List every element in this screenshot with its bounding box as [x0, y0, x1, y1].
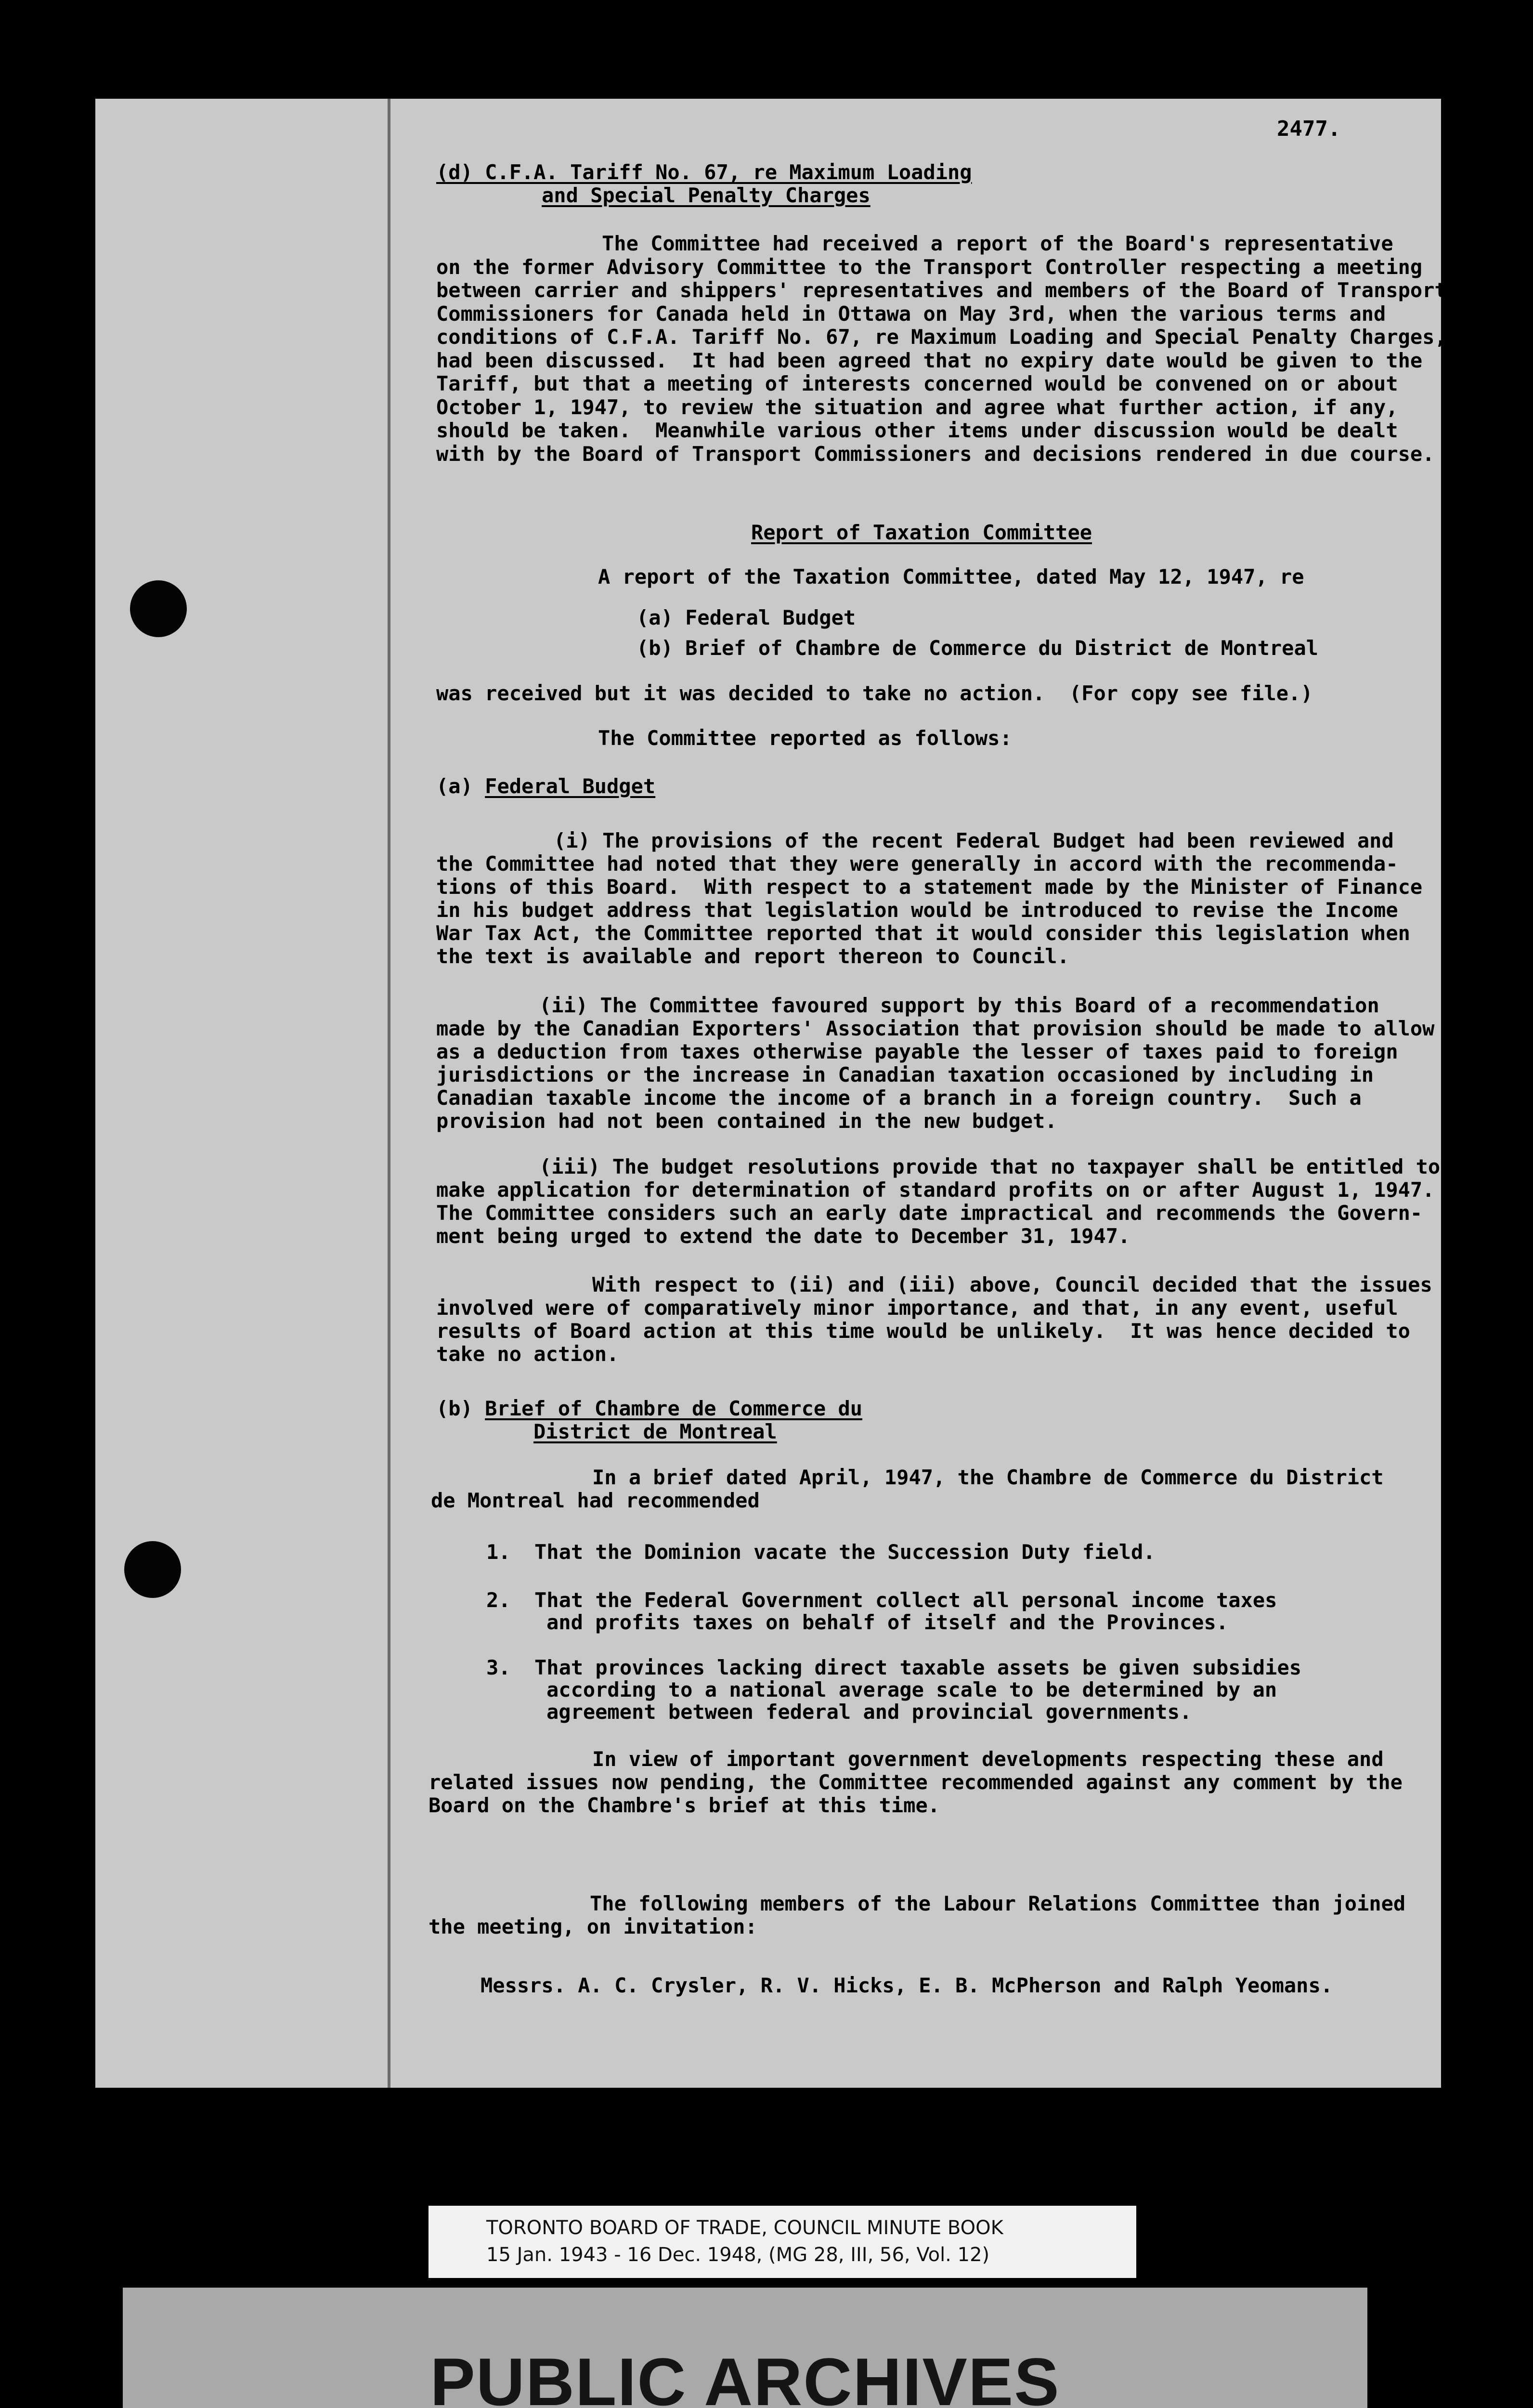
text-line: the text is available and report thereon to Council.	[436, 944, 1069, 968]
brief-item-number: 3.	[486, 1656, 511, 1679]
text-line: tions of this Board. With respect to a statement made by the Minister of Finance	[436, 875, 1423, 899]
text-line: should be taken. Meanwhile various other items under discussion would be dealt	[436, 419, 1398, 442]
punch-hole-bottom	[124, 1541, 181, 1598]
text-line: War Tax Act, the Committee reported that it would consider this legislation when	[436, 921, 1410, 945]
brief-item-text: That the Federal Government collect all personal income taxes	[534, 1588, 1277, 1612]
brief-item-number: 1.	[486, 1540, 511, 1564]
labour-members: Messrs. A. C. Crysler, R. V. Hicks, E. B. McPherson and Ralph Yeomans.	[481, 1974, 1333, 1997]
brief-item-text: That the Dominion vacate the Succession Duty field.	[534, 1540, 1156, 1564]
text-line: Tariff, but that a meeting of interests concerned would be convened on or about	[436, 372, 1398, 395]
brief-item-text: That provinces lacking direct taxable assets be given subsidies	[534, 1656, 1302, 1679]
taxation-item-a: (a) Federal Budget	[637, 606, 856, 629]
text-line: make application for determination of standard profits on or after August 1, 1947.	[436, 1178, 1435, 1202]
taxation-received: was received but it was decided to take no action. (For copy see file.)	[436, 681, 1313, 705]
text-line: made by the Canadian Exporters' Association that provision should be made to allow	[436, 1017, 1435, 1040]
text-line: the Committee had noted that they were generally in accord with the recommenda-	[436, 852, 1398, 876]
federal-budget-prefix: (a)	[436, 774, 485, 798]
label-line-2: 15 Jan. 1943 - 16 Dec. 1948, (MG 28, III, 56, Vol. 12)	[486, 2244, 990, 2266]
text-line: The following members of the Labour Relations Committee than joined	[590, 1892, 1406, 1915]
archives-stamp	[123, 2288, 1367, 2408]
text-line: The Committee had received a report of the Board's representative	[602, 232, 1393, 255]
punch-hole-top	[130, 580, 187, 637]
taxation-intro: A report of the Taxation Committee, dated May 12, 1947, re	[598, 565, 1304, 589]
text-line: related issues now pending, the Committee recommended against any comment by the	[429, 1770, 1403, 1794]
text-line: had been discussed. It had been agreed that no expiry date would be given to the	[436, 348, 1423, 372]
catalogue-label	[429, 2206, 1136, 2278]
text-line: In view of important government developments respecting these and	[592, 1747, 1384, 1771]
text-line: the meeting, on invitation:	[429, 1915, 757, 1938]
text-line: Board on the Chambre's brief at this time.	[429, 1793, 940, 1817]
label-line-1: TORONTO BOARD OF TRADE, COUNCIL MINUTE BOOK	[486, 2217, 1003, 2239]
text-line: take no action.	[436, 1342, 619, 1366]
brief-item-text: and profits taxes on behalf of itself and the Provinces.	[546, 1610, 1229, 1634]
brief-item-text: according to a national average scale to be determined by an	[546, 1678, 1277, 1701]
text-line: With respect to (ii) and (iii) above, Council decided that the issues	[592, 1273, 1432, 1296]
brief-heading-2: District de Montreal	[533, 1420, 777, 1443]
text-line: as a deduction from taxes otherwise payable the lesser of taxes paid to foreign	[436, 1040, 1398, 1063]
taxation-item-b: (b) Brief of Chambre de Commerce du District de Montreal	[637, 636, 1319, 660]
stamp-line-1: PUBLIC ARCHIVES	[430, 2344, 1060, 2408]
text-line: involved were of comparatively minor importance, and that, in any event, useful	[436, 1296, 1398, 1320]
text-line: results of Board action at this time would be unlikely. It was hence decided to	[436, 1319, 1410, 1343]
text-line: (i) The provisions of the recent Federal Budget had been reviewed and	[554, 829, 1394, 852]
brief-item-text: agreement between federal and provincial governments.	[546, 1700, 1192, 1724]
section-d-heading-1: (d) C.F.A. Tariff No. 67, re Maximum Loading	[436, 160, 972, 184]
text-line: between carrier and shippers' representatives and members of the Board of Transport	[436, 278, 1447, 302]
text-line: jurisdictions or the increase in Canadian taxation occasioned by including in	[436, 1063, 1374, 1086]
brief-prefix: (b)	[436, 1397, 485, 1420]
text-line: on the former Advisory Committee to the Transport Controller respecting a meeting	[436, 255, 1423, 279]
text-line: with by the Board of Transport Commissioners and decisions rendered in due course.	[436, 442, 1435, 466]
margin-rule	[388, 99, 390, 2088]
text-line: in his budget address that legislation would be introduced to revise the Income	[436, 898, 1398, 922]
text-line: (ii) The Committee favoured support by this Board of a recommendation	[539, 994, 1379, 1017]
text-line: October 1, 1947, to review the situation and agree what further action, if any,	[436, 395, 1398, 419]
text-line: In a brief dated April, 1947, the Chambre de Commerce du District	[592, 1466, 1384, 1489]
federal-budget-title: Federal Budget	[485, 774, 656, 798]
page-number: 2477.	[1277, 117, 1341, 141]
text-line: Canadian taxable income the income of a branch in a foreign country. Such a	[436, 1086, 1362, 1110]
text-line: conditions of C.F.A. Tariff No. 67, re Maximum Loading and Special Penalty Charges,	[436, 325, 1447, 349]
text-line: ment being urged to extend the date to December 31, 1947.	[436, 1224, 1130, 1248]
brief-title-1: Brief of Chambre de Commerce du	[485, 1397, 863, 1420]
text-line: (iii) The budget resolutions provide that no taxpayer shall be entitled to	[539, 1155, 1441, 1178]
text-line: The Committee considers such an early date impractical and recommends the Govern-	[436, 1201, 1423, 1225]
text-line: Commissioners for Canada held in Ottawa on May 3rd, when the various terms and	[436, 301, 1386, 326]
text-line: provision had not been contained in the new budget.	[436, 1109, 1057, 1133]
taxation-reported: The Committee reported as follows:	[598, 726, 1012, 750]
text-line: de Montreal had recommended	[431, 1489, 760, 1512]
federal-budget-heading	[436, 773, 655, 800]
brief-item-number: 2.	[486, 1588, 511, 1612]
section-d-heading-2: and Special Penalty Charges	[542, 183, 870, 207]
taxation-heading: Report of Taxation Committee	[751, 521, 1092, 544]
